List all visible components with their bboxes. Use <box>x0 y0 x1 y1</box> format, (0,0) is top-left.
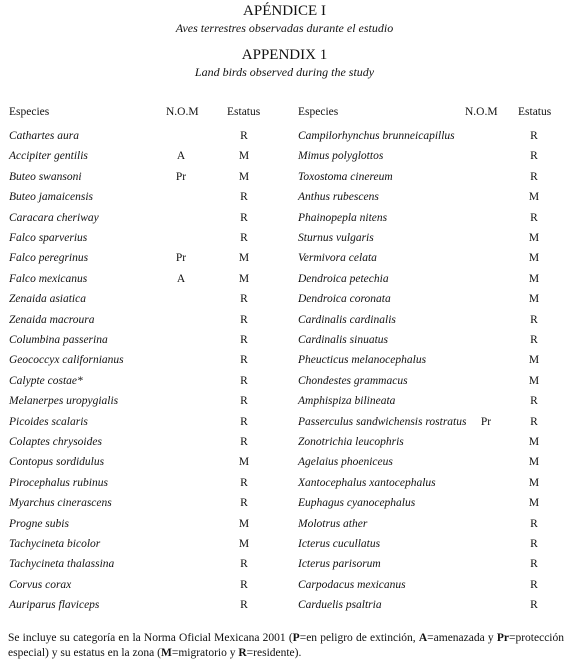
nom-category: Pr <box>175 252 187 264</box>
status-code: R <box>530 599 538 611</box>
footnote-text: =en peligro de extinción, <box>299 632 419 644</box>
status-code: R <box>240 314 248 326</box>
footnote-code: R <box>238 647 247 659</box>
status-code: R <box>530 395 538 407</box>
species-name: Amphispiza bilineata <box>298 395 396 407</box>
status-code: M <box>528 273 540 285</box>
species-name: Picoides scalaris <box>9 416 88 428</box>
status-code: R <box>240 212 248 224</box>
appendix-subtitle-en: Land birds observed during the study <box>194 65 375 79</box>
species-name: Toxostoma cinereum <box>298 171 393 183</box>
footnote-text: =amenazada y <box>427 632 497 644</box>
footnote-code: M <box>160 647 172 659</box>
species-name: Cathartes aura <box>9 130 79 142</box>
species-name: Molotrus ather <box>298 518 368 530</box>
status-code: M <box>528 354 540 366</box>
species-name: Columbina passerina <box>9 334 108 346</box>
species-name: Campilorhynchus brunneicapillus <box>298 130 455 142</box>
species-name: Tachycineta bicolor <box>9 538 101 550</box>
nom-category: Pr <box>175 171 187 183</box>
status-code: R <box>240 130 248 142</box>
status-code: R <box>530 416 538 428</box>
status-code: R <box>240 191 248 203</box>
species-name: Progne subis <box>9 518 69 530</box>
species-name: Zonotrichia leucophris <box>298 436 404 448</box>
nom-column-header: N.O.M <box>166 106 199 118</box>
footnote-code: Pr <box>496 632 509 644</box>
status-code: R <box>530 314 538 326</box>
status-code: M <box>528 436 540 448</box>
species-name: Anthus rubescens <box>298 191 379 203</box>
species-name: Caracara cheriway <box>9 212 99 224</box>
status-code: R <box>240 599 248 611</box>
species-name: Accipiter gentilis <box>9 150 88 162</box>
footnote-text: Se incluye su categoría en la Norma Oficial Mexicana 2001 ( <box>8 632 293 644</box>
status-code: R <box>240 334 248 346</box>
species-name: Pirocephalus rubinus <box>9 477 108 489</box>
nom-category: A <box>176 273 186 285</box>
species-name: Falco sparverius <box>9 232 88 244</box>
status-code: M <box>528 191 540 203</box>
status-column-header: Estatus <box>518 106 552 118</box>
status-code: R <box>240 416 248 428</box>
species-name: Vermivora celata <box>298 252 377 264</box>
status-code: R <box>530 212 538 224</box>
species-name: Falco mexicanus <box>9 273 88 285</box>
status-code: M <box>238 150 250 162</box>
species-name: Buteo swansoni <box>9 171 82 183</box>
appendix-title-es: APÉNDICE I <box>243 3 326 19</box>
footnote-text: =migratorio y <box>171 647 239 659</box>
status-code: R <box>240 232 248 244</box>
species-name: Pheucticus melanocephalus <box>298 354 427 366</box>
status-code: R <box>240 436 248 448</box>
species-name: Melanerpes uropygialis <box>9 395 119 407</box>
species-name: Carpodacus mexicanus <box>298 579 406 591</box>
status-code: R <box>240 354 248 366</box>
status-code: M <box>528 456 540 468</box>
status-code: M <box>238 171 250 183</box>
species-name: Xantocephalus xantocephalus <box>298 477 436 489</box>
status-code: R <box>530 579 538 591</box>
species-name: Agelaius phoeniceus <box>298 456 393 468</box>
status-code: R <box>530 130 538 142</box>
species-name: Chondestes grammacus <box>298 375 408 387</box>
footnote-code: A <box>418 632 428 644</box>
status-code: M <box>528 375 540 387</box>
species-name: Zenaida asiatica <box>9 293 86 305</box>
status-code: R <box>530 558 538 570</box>
status-code: R <box>530 518 538 530</box>
status-code: R <box>240 477 248 489</box>
species-name: Euphagus cyanocephalus <box>298 497 416 509</box>
status-code: R <box>240 558 248 570</box>
nom-column-header: N.O.M <box>465 106 498 118</box>
footnote-text: =protección especial) y su estatus en la zona ( <box>8 632 565 659</box>
status-code: R <box>530 334 538 346</box>
species-name: Icterus parisorum <box>298 558 381 570</box>
status-code: M <box>238 252 250 264</box>
status-code: M <box>528 232 540 244</box>
species-name: Cardinalis cardinalis <box>298 314 396 326</box>
species-name: Phainopepla nitens <box>298 212 388 224</box>
species-name: Passerculus sandwichensis rostratus <box>298 416 467 428</box>
status-code: R <box>240 395 248 407</box>
status-code: M <box>528 252 540 264</box>
appendix-subtitle-es: Aves terrestres observadas durante el estudio <box>175 21 394 35</box>
species-name: Auriparus flaviceps <box>9 599 100 611</box>
nom-category: Pr <box>480 416 492 428</box>
status-code: M <box>238 538 250 550</box>
species-name: Icterus cucullatus <box>298 538 381 550</box>
status-code: R <box>240 579 248 591</box>
status-code: R <box>530 171 538 183</box>
status-column-header: Estatus <box>227 106 261 118</box>
nom-category: A <box>176 150 186 162</box>
species-name: Contopus sordidulus <box>9 456 105 468</box>
status-code: M <box>238 273 250 285</box>
status-code: M <box>528 293 540 305</box>
species-name: Tachycineta thalassina <box>9 558 115 570</box>
species-column-header: Especies <box>9 106 50 118</box>
footnote-text: =residente). <box>246 647 302 659</box>
appendix-title-en: APPENDIX 1 <box>241 47 328 63</box>
species-name: Calypte costae* <box>9 375 83 387</box>
status-code: M <box>238 456 250 468</box>
footnote <box>8 631 564 661</box>
species-name: Mimus polyglottos <box>298 150 384 162</box>
status-code: R <box>240 375 248 387</box>
footnote-code: P <box>292 632 300 644</box>
status-code: R <box>530 538 538 550</box>
species-name: Dendroica coronata <box>298 293 391 305</box>
species-name: Cardinalis sinuatus <box>298 334 388 346</box>
species-name: Falco peregrinus <box>9 252 89 264</box>
species-name: Corvus corax <box>9 579 72 591</box>
status-code: M <box>238 518 250 530</box>
species-name: Dendroica petechia <box>298 273 389 285</box>
species-column-header: Especies <box>298 106 339 118</box>
status-code: R <box>530 150 538 162</box>
species-name: Colaptes chrysoides <box>9 436 102 448</box>
status-code: M <box>528 477 540 489</box>
species-name: Buteo jamaicensis <box>9 191 93 203</box>
species-name: Sturnus vulgaris <box>298 232 374 244</box>
status-code: M <box>528 497 540 509</box>
species-name: Zenaida macroura <box>9 314 95 326</box>
status-code: R <box>240 497 248 509</box>
species-name: Carduelis psaltria <box>298 599 382 611</box>
species-name: Myarchus cinerascens <box>9 497 112 509</box>
species-name: Geococcyx californianus <box>9 354 124 366</box>
status-code: R <box>240 293 248 305</box>
